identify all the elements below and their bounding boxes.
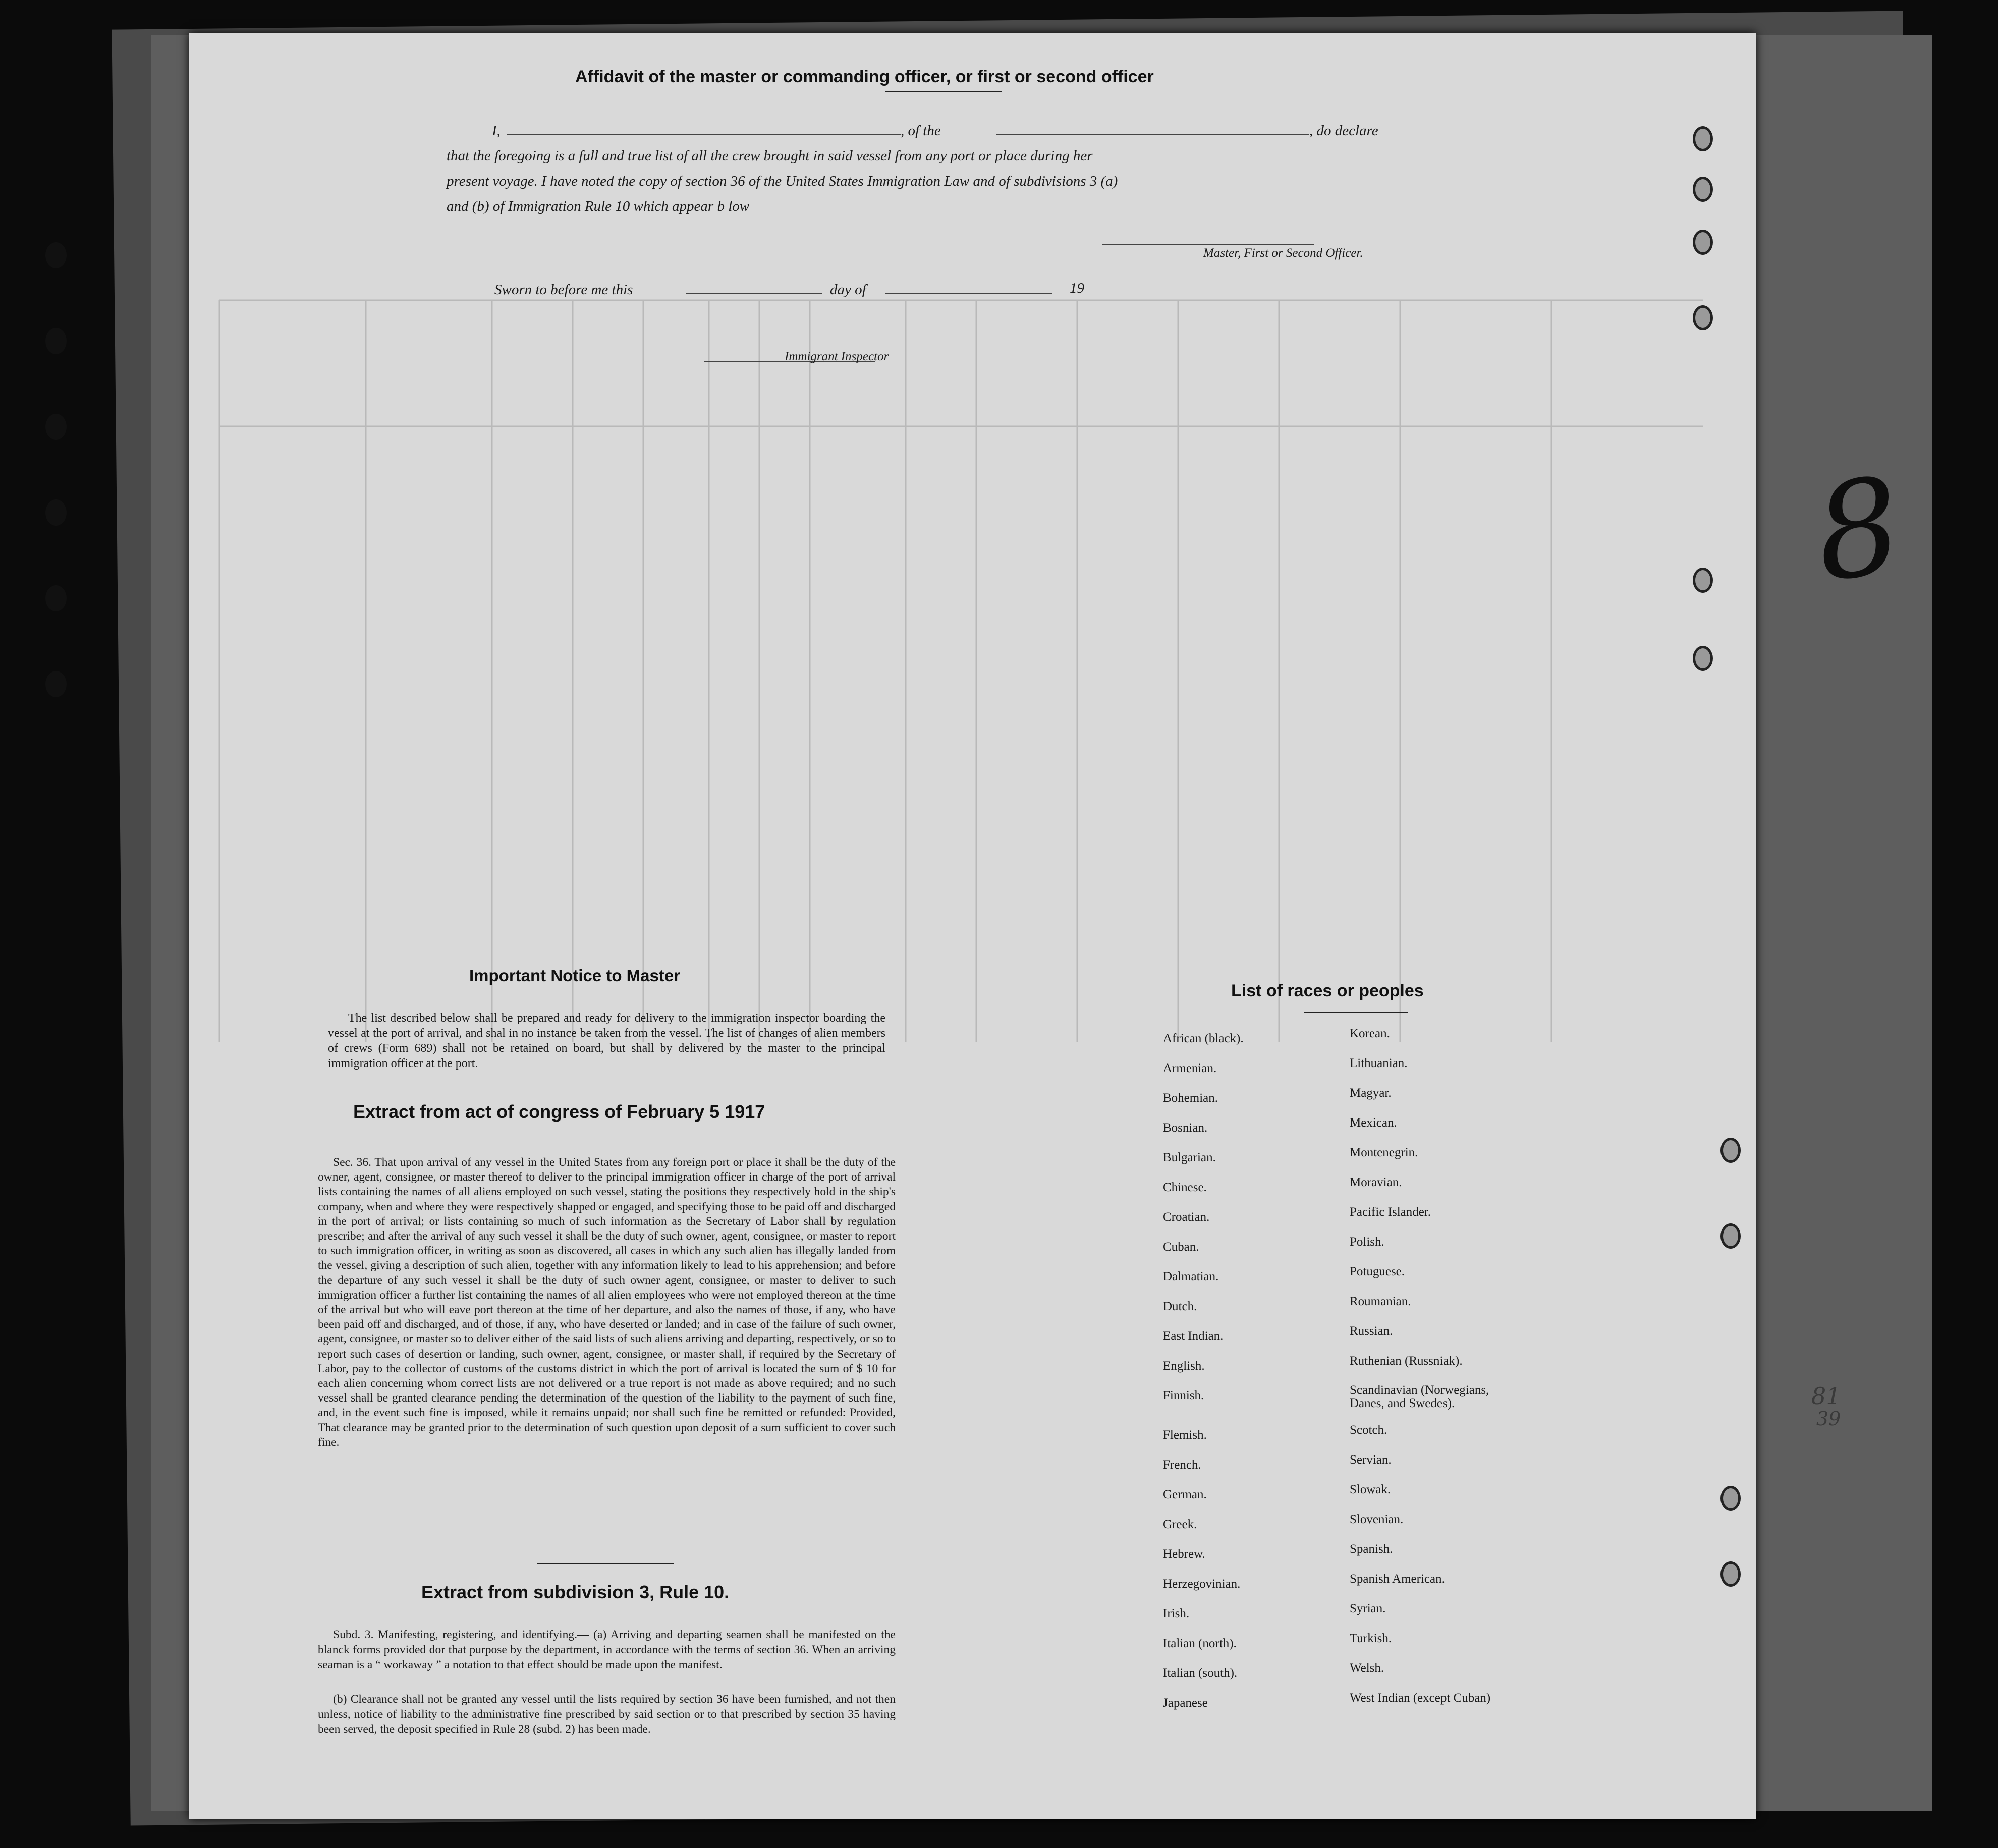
race-item: Welsh. — [1350, 1661, 1384, 1675]
affidavit-line-2: that the foregoing is a full and true list of all the crew brought in said vessel from any port or place during her — [447, 148, 1093, 164]
binder-hole — [45, 414, 67, 440]
affidavit-do-declare: , do declare — [1309, 123, 1378, 139]
punch-hole — [1693, 126, 1713, 151]
race-item: Servian. — [1350, 1453, 1392, 1467]
binder-hole — [45, 328, 67, 354]
handwritten-number: 8 — [1806, 449, 1910, 612]
race-item: Potuguese. — [1350, 1265, 1405, 1278]
sworn-month-line — [885, 293, 1052, 294]
races-column-2 — [1350, 1027, 1516, 1721]
section-divider — [537, 1563, 674, 1564]
extract-rule-para-b: (b) Clearance shall not be granted any vessel until the lists required by section 36 have been furnished, and not then unless, notice of liability to the administrative fine prescribed by said section or to that prescribed by section 35 having been served, the deposit specified in Rule 28 (subd. 2) has been made. — [318, 1693, 896, 1736]
binder-hole — [45, 671, 67, 697]
race-item: Flemish. — [1163, 1428, 1207, 1442]
race-item: Magyar. — [1350, 1086, 1392, 1100]
race-item: Korean. — [1350, 1027, 1390, 1040]
race-item: Syrian. — [1350, 1602, 1386, 1615]
inspector-label: Immigrant Inspector — [785, 350, 889, 363]
affidavit-title: Affidavit of the master or commanding officer, or first or second officer — [575, 67, 1154, 86]
punch-hole — [1693, 177, 1713, 202]
race-item: French. — [1163, 1458, 1201, 1472]
races-title: List of races or peoples — [1231, 981, 1424, 1000]
punch-hole — [1720, 1223, 1741, 1249]
race-item: Polish. — [1350, 1235, 1384, 1249]
race-item: Hebrew. — [1163, 1547, 1205, 1561]
race-item: Bosnian. — [1163, 1121, 1208, 1135]
extract-rule-title: Extract from subdivision 3, Rule 10. — [421, 1582, 730, 1602]
race-item: Finnish. — [1163, 1389, 1204, 1403]
races-column-1 — [1163, 1032, 1244, 1726]
notice-title: Important Notice to Master — [469, 966, 681, 985]
punch-hole — [1693, 230, 1713, 255]
punch-hole — [1720, 1138, 1741, 1163]
handwritten-side-number-2: 39 — [1816, 1408, 1841, 1430]
race-item: Herzegovinian. — [1163, 1577, 1241, 1591]
signature-label: Master, First or Second Officer. — [1203, 246, 1363, 260]
race-item: Chinese. — [1163, 1181, 1207, 1194]
race-item: Scotch. — [1350, 1423, 1388, 1437]
race-item: Turkish. — [1350, 1632, 1392, 1645]
race-item: Dutch. — [1163, 1300, 1197, 1313]
name-fill-line — [507, 134, 901, 135]
affidavit-of-the: , of the — [901, 123, 941, 139]
race-item: German. — [1163, 1488, 1207, 1501]
race-item: Mexican. — [1350, 1116, 1397, 1130]
year-label: 19 — [1070, 280, 1084, 296]
binder-hole — [45, 242, 67, 268]
race-item: Ruthenian (Russniak). — [1350, 1354, 1463, 1368]
punch-hole — [1720, 1561, 1741, 1587]
affidavit-line-4: and (b) of Immigration Rule 10 which appear b low — [447, 198, 750, 214]
notice-text: The list described below shall be prepared and ready for delivery to the immigration inspector boarding the vessel at the port of arrival, and shal in no instance be taken from the vessel. The list of changes of alien members of crews (Form 689) shall not be retained on board, but shall by delivered by the master to the principal immigration officer at the port. — [328, 1012, 885, 1070]
race-item: Montenegrin. — [1350, 1146, 1418, 1159]
affidavit-title-rule — [885, 91, 1002, 92]
extract-rule-para-a: Subd. 3. Manifesting, registering, and identifying.— (a) Arriving and departing seamen shall be manifested on the blanck forms provided dor that purpose by the department, in accordance with the terms of section 36. When an arriving seaman is a “ workaway ” a notation to that effect should be made upon the manifest. — [318, 1628, 896, 1671]
punch-hole — [1720, 1486, 1741, 1511]
race-item: Japanese — [1163, 1696, 1208, 1710]
binder-hole — [45, 499, 67, 526]
race-item: Moravian. — [1350, 1175, 1402, 1189]
punch-hole — [1693, 305, 1713, 330]
race-item: Bohemian. — [1163, 1091, 1218, 1105]
race-item: Russian. — [1350, 1324, 1393, 1338]
affidavit-line-3: present voyage. I have noted the copy of section 36 of the United States Immigration Law and of subdivisions 3 (a) — [447, 173, 1118, 189]
punch-hole — [1693, 646, 1713, 671]
race-item: Italian (south). — [1163, 1666, 1238, 1680]
race-item: Roumanian. — [1350, 1295, 1411, 1308]
race-item: Slovenian. — [1350, 1513, 1404, 1526]
race-item: Scandinavian (Norwegians, Danes, and Swedes). — [1350, 1383, 1489, 1410]
binder-hole — [45, 585, 67, 611]
race-item: Cuban. — [1163, 1240, 1199, 1254]
handwritten-side-number: 81 — [1811, 1382, 1841, 1410]
signature-line — [1102, 244, 1314, 245]
vessel-fill-line — [996, 134, 1309, 135]
race-item: Dalmatian. — [1163, 1270, 1219, 1283]
extract-act-text: Sec. 36. That upon arrival of any vessel in the United States from any foreign port or place it shall be the duty of the owner, agent, consignee, or master thereof to deliver to the principal immigration officer in charge of the port of arrival lists containing the names of all aliens employed on such vessel, stating the positions they respectively hold in the ship's company, when and where they were respectively shapped or engaged, and specifying those to be paid off and discharged in the port of arrival; or lists containing so much of such information as the Secretary of Labor shall by regulation prescribe; and after the arrival of any such vessel it shall be the duty of such owner, agent, consignee, or master to report to such immigration officer, in writing as soon as discovered, all cases in which any such alien has illegally landed from the vessel, giving a description of such alien, together with any information likely to lead to his apprehension; and before the departure of any such vessel it shall be the duty of such owner agent, consignee, or master to deliver to such immigration officer a further list containing the names of all alien employees who were not employed thereon at the time of the arrival but who will eave port thereon at the time of her departure, and also the names of those, if any, who have been paid off and discharged, and of those, if any, who have deserted or landed; and in case of the failure of such owner, agent, consignee, or master so to deliver either of the said lists of such aliens arriving and departing, respectively, or so to report such cases of desertion or landing, such owner, agent, consignee, or master shall, if required by the Secretary of Labor, pay to the collector of customs of the customs district in which the port of arrival is located the sum of $ 10 for each alien concerning whom correct lists are not delivered or a true report is not made as above required; and no such vessel shall be granted clearance pending the determination of the question of the liability to the payment of such fine, and, in the event such fine is imposed, while it remains unpaid; nor shall such fine be remitted or refunded: Provided, That clearance may be granted prior to the determination of such question upon deposit of a sum sufficient to cover such fine. — [318, 1156, 896, 1449]
extract-act-title: Extract from act of congress of February 5 1917 — [353, 1101, 765, 1122]
races-title-rule — [1304, 1012, 1408, 1013]
race-item: Spanish. — [1350, 1542, 1393, 1556]
sworn-day-line — [686, 293, 822, 294]
bleed-through-grid — [189, 33, 1756, 1819]
race-item: Spanish American. — [1350, 1572, 1445, 1586]
race-item: Italian (north). — [1163, 1637, 1237, 1650]
affidavit-i: I, — [492, 123, 501, 139]
punch-hole — [1693, 568, 1713, 593]
race-item: East Indian. — [1163, 1329, 1224, 1343]
race-item: Bulgarian. — [1163, 1151, 1216, 1164]
race-item: Irish. — [1163, 1607, 1190, 1620]
race-item: Armenian. — [1163, 1061, 1217, 1075]
race-item: Pacific Islander. — [1350, 1205, 1431, 1219]
race-item: English. — [1163, 1359, 1205, 1373]
day-of-label: day of — [830, 282, 866, 298]
race-item: Slowak. — [1350, 1483, 1391, 1496]
race-item: Greek. — [1163, 1518, 1197, 1531]
manifest-page — [189, 33, 1756, 1819]
sworn-label: Sworn to before me this — [494, 282, 633, 298]
race-item: West Indian (except Cuban) — [1350, 1691, 1491, 1705]
race-item: Croatian. — [1163, 1210, 1210, 1224]
race-item: African (black). — [1163, 1032, 1244, 1045]
race-item: Lithuanian. — [1350, 1056, 1408, 1070]
